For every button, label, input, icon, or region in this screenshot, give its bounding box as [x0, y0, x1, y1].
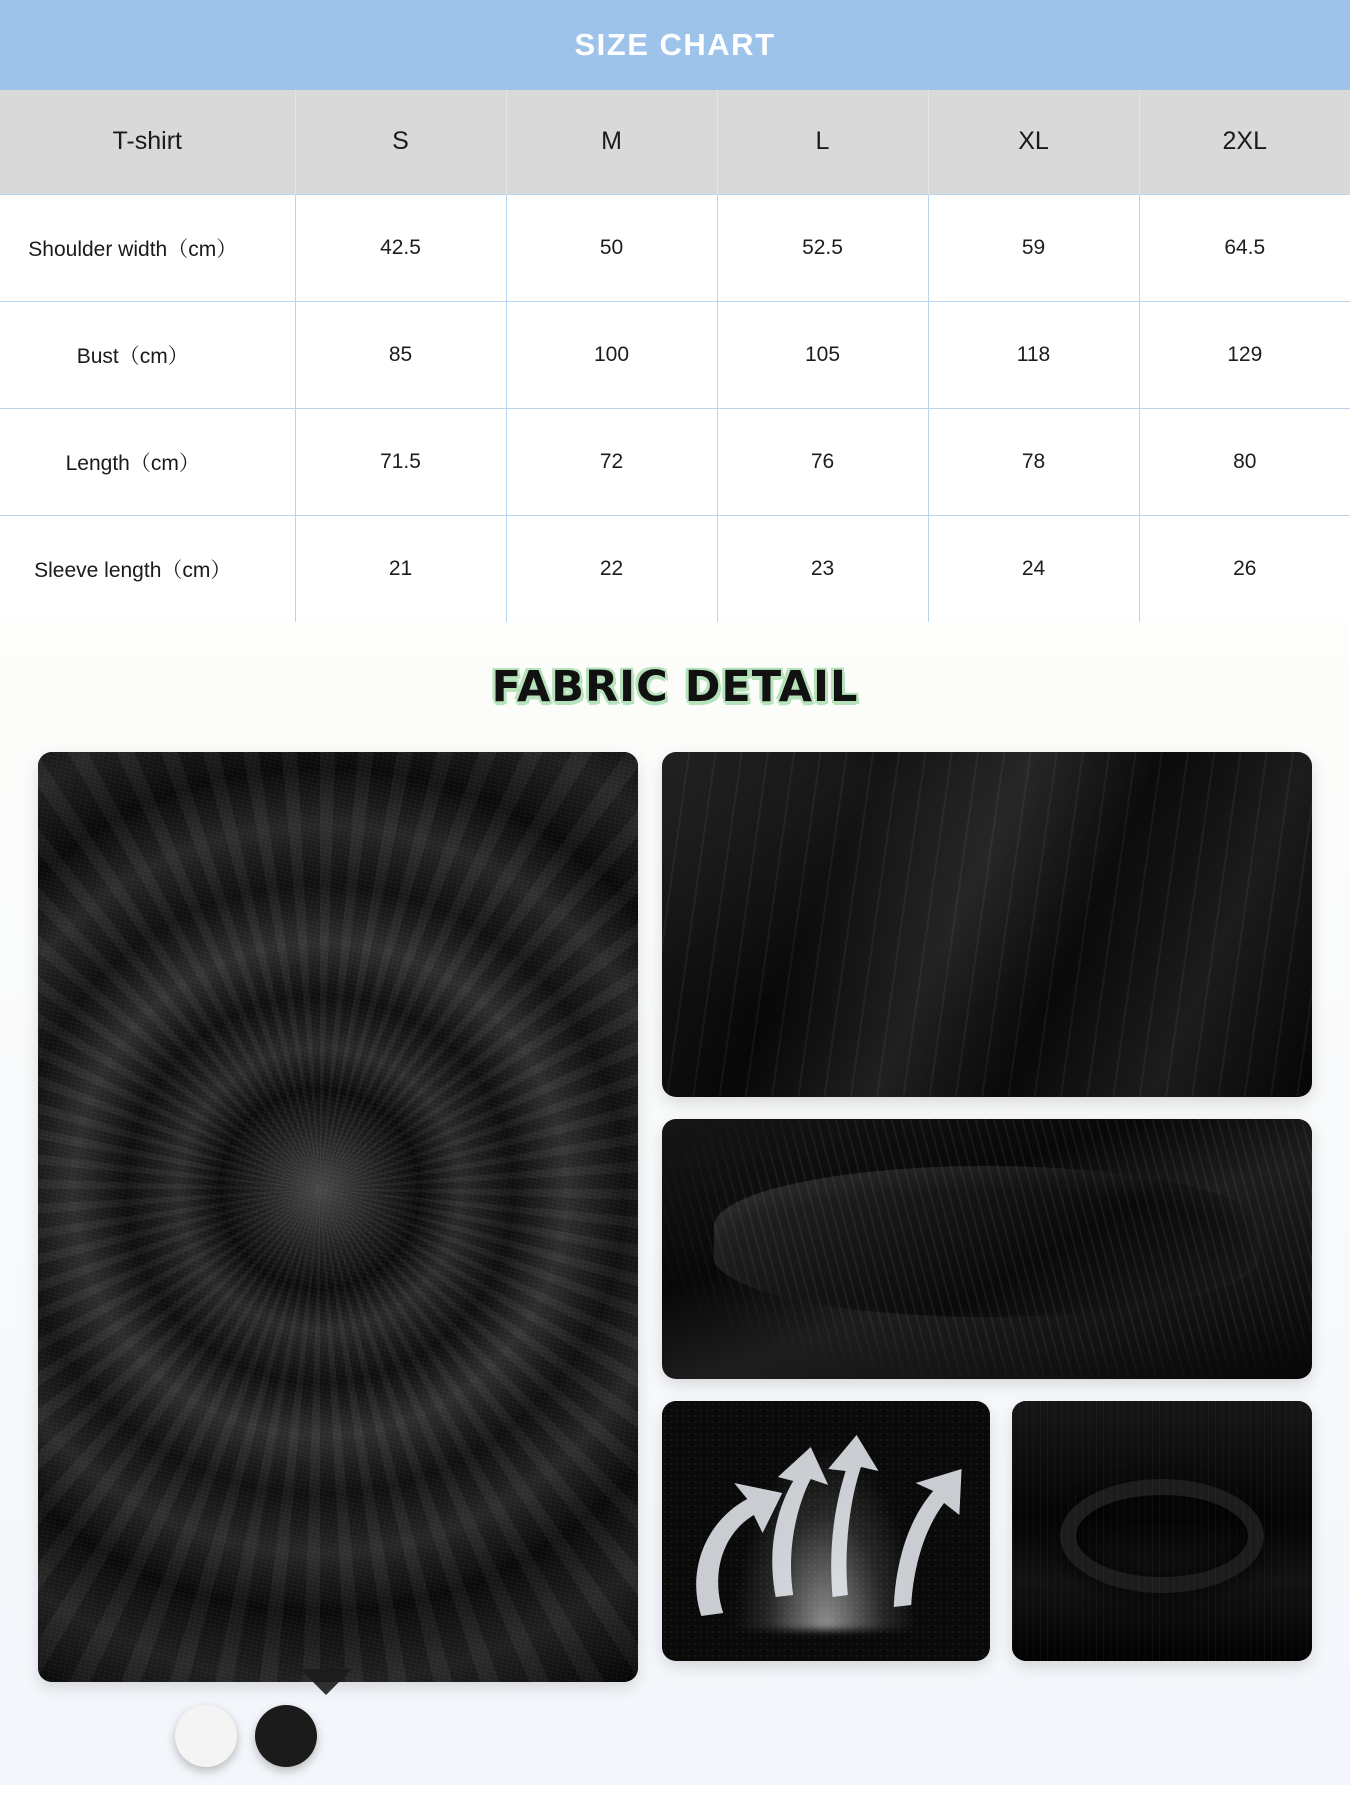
fabric-bottom-row: [662, 1401, 1312, 1661]
color-swatch-white[interactable]: [175, 1705, 237, 1767]
fabric-detail-gallery: [38, 752, 1312, 1712]
cell-length-2xl: 80: [1139, 408, 1350, 515]
fabric-gallery-left-column: [38, 752, 638, 1712]
column-header-s: S: [295, 90, 506, 194]
cell-shoulder-width-l: 52.5: [717, 194, 928, 301]
cell-bust-2xl: 129: [1139, 301, 1350, 408]
cell-bust-xl: 118: [928, 301, 1139, 408]
fabric-detail-title: FABRIC DETAIL: [491, 662, 859, 712]
size-chart-header: [0, 0, 1350, 90]
row-label-bust: Bust（cm）: [0, 301, 295, 408]
cell-length-l: 76: [717, 408, 928, 515]
color-swatches: [175, 1705, 317, 1767]
cell-sleeve-length-l: 23: [717, 515, 928, 622]
draped-fabric-closeup: [662, 752, 1312, 1097]
cell-sleeve-length-m: 22: [506, 515, 717, 622]
table-row: [0, 301, 1350, 408]
row-label-sleeve-length: Sleeve length（cm）: [0, 515, 295, 622]
swirled-knit-fabric-closeup: [38, 752, 638, 1682]
cell-sleeve-length-s: 21: [295, 515, 506, 622]
breathability-diagram: [662, 1401, 990, 1661]
knit-texture-overlay: [38, 752, 638, 1682]
size-chart-table: [0, 90, 1350, 622]
cell-shoulder-width-m: 50: [506, 194, 717, 301]
size-chart-table-body: [0, 194, 1350, 622]
cell-length-s: 71.5: [295, 408, 506, 515]
cell-bust-l: 105: [717, 301, 928, 408]
table-row: [0, 408, 1350, 515]
collar-rib-closeup: [662, 1119, 1312, 1379]
fabric-detail-title-wrap: [38, 622, 1312, 752]
column-header-l: L: [717, 90, 928, 194]
cell-length-xl: 78: [928, 408, 1139, 515]
cell-shoulder-width-2xl: 64.5: [1139, 194, 1350, 301]
cell-sleeve-length-xl: 24: [928, 515, 1139, 622]
size-chart-table-head: [0, 90, 1350, 194]
airflow-arrows-icon: [662, 1401, 990, 1661]
cell-bust-m: 100: [506, 301, 717, 408]
cell-shoulder-width-xl: 59: [928, 194, 1139, 301]
column-header-xl: XL: [928, 90, 1139, 194]
fabric-detail-section: [0, 622, 1350, 1785]
row-label-shoulder-width: Shoulder width（cm）: [0, 194, 295, 301]
fabric-gallery-right-column: [662, 752, 1312, 1712]
size-chart-title: SIZE CHART: [574, 27, 776, 62]
column-header-type: T-shirt: [0, 90, 295, 194]
neckline-closeup: [1012, 1401, 1312, 1661]
column-header-m: M: [506, 90, 717, 194]
cell-bust-s: 85: [295, 301, 506, 408]
cell-sleeve-length-2xl: 26: [1139, 515, 1350, 622]
row-label-length: Length（cm）: [0, 408, 295, 515]
table-row: [0, 194, 1350, 301]
neckline-rib-texture: [1012, 1401, 1312, 1661]
cell-length-m: 72: [506, 408, 717, 515]
color-swatch-black[interactable]: [255, 1705, 317, 1767]
collar-rib-texture: [662, 1119, 1312, 1379]
fabric-fold-texture: [662, 752, 1312, 1097]
column-header-2xl: 2XL: [1139, 90, 1350, 194]
cell-shoulder-width-s: 42.5: [295, 194, 506, 301]
table-header-row: [0, 90, 1350, 194]
pointer-notch-icon: [300, 1669, 352, 1695]
table-row: [0, 515, 1350, 622]
